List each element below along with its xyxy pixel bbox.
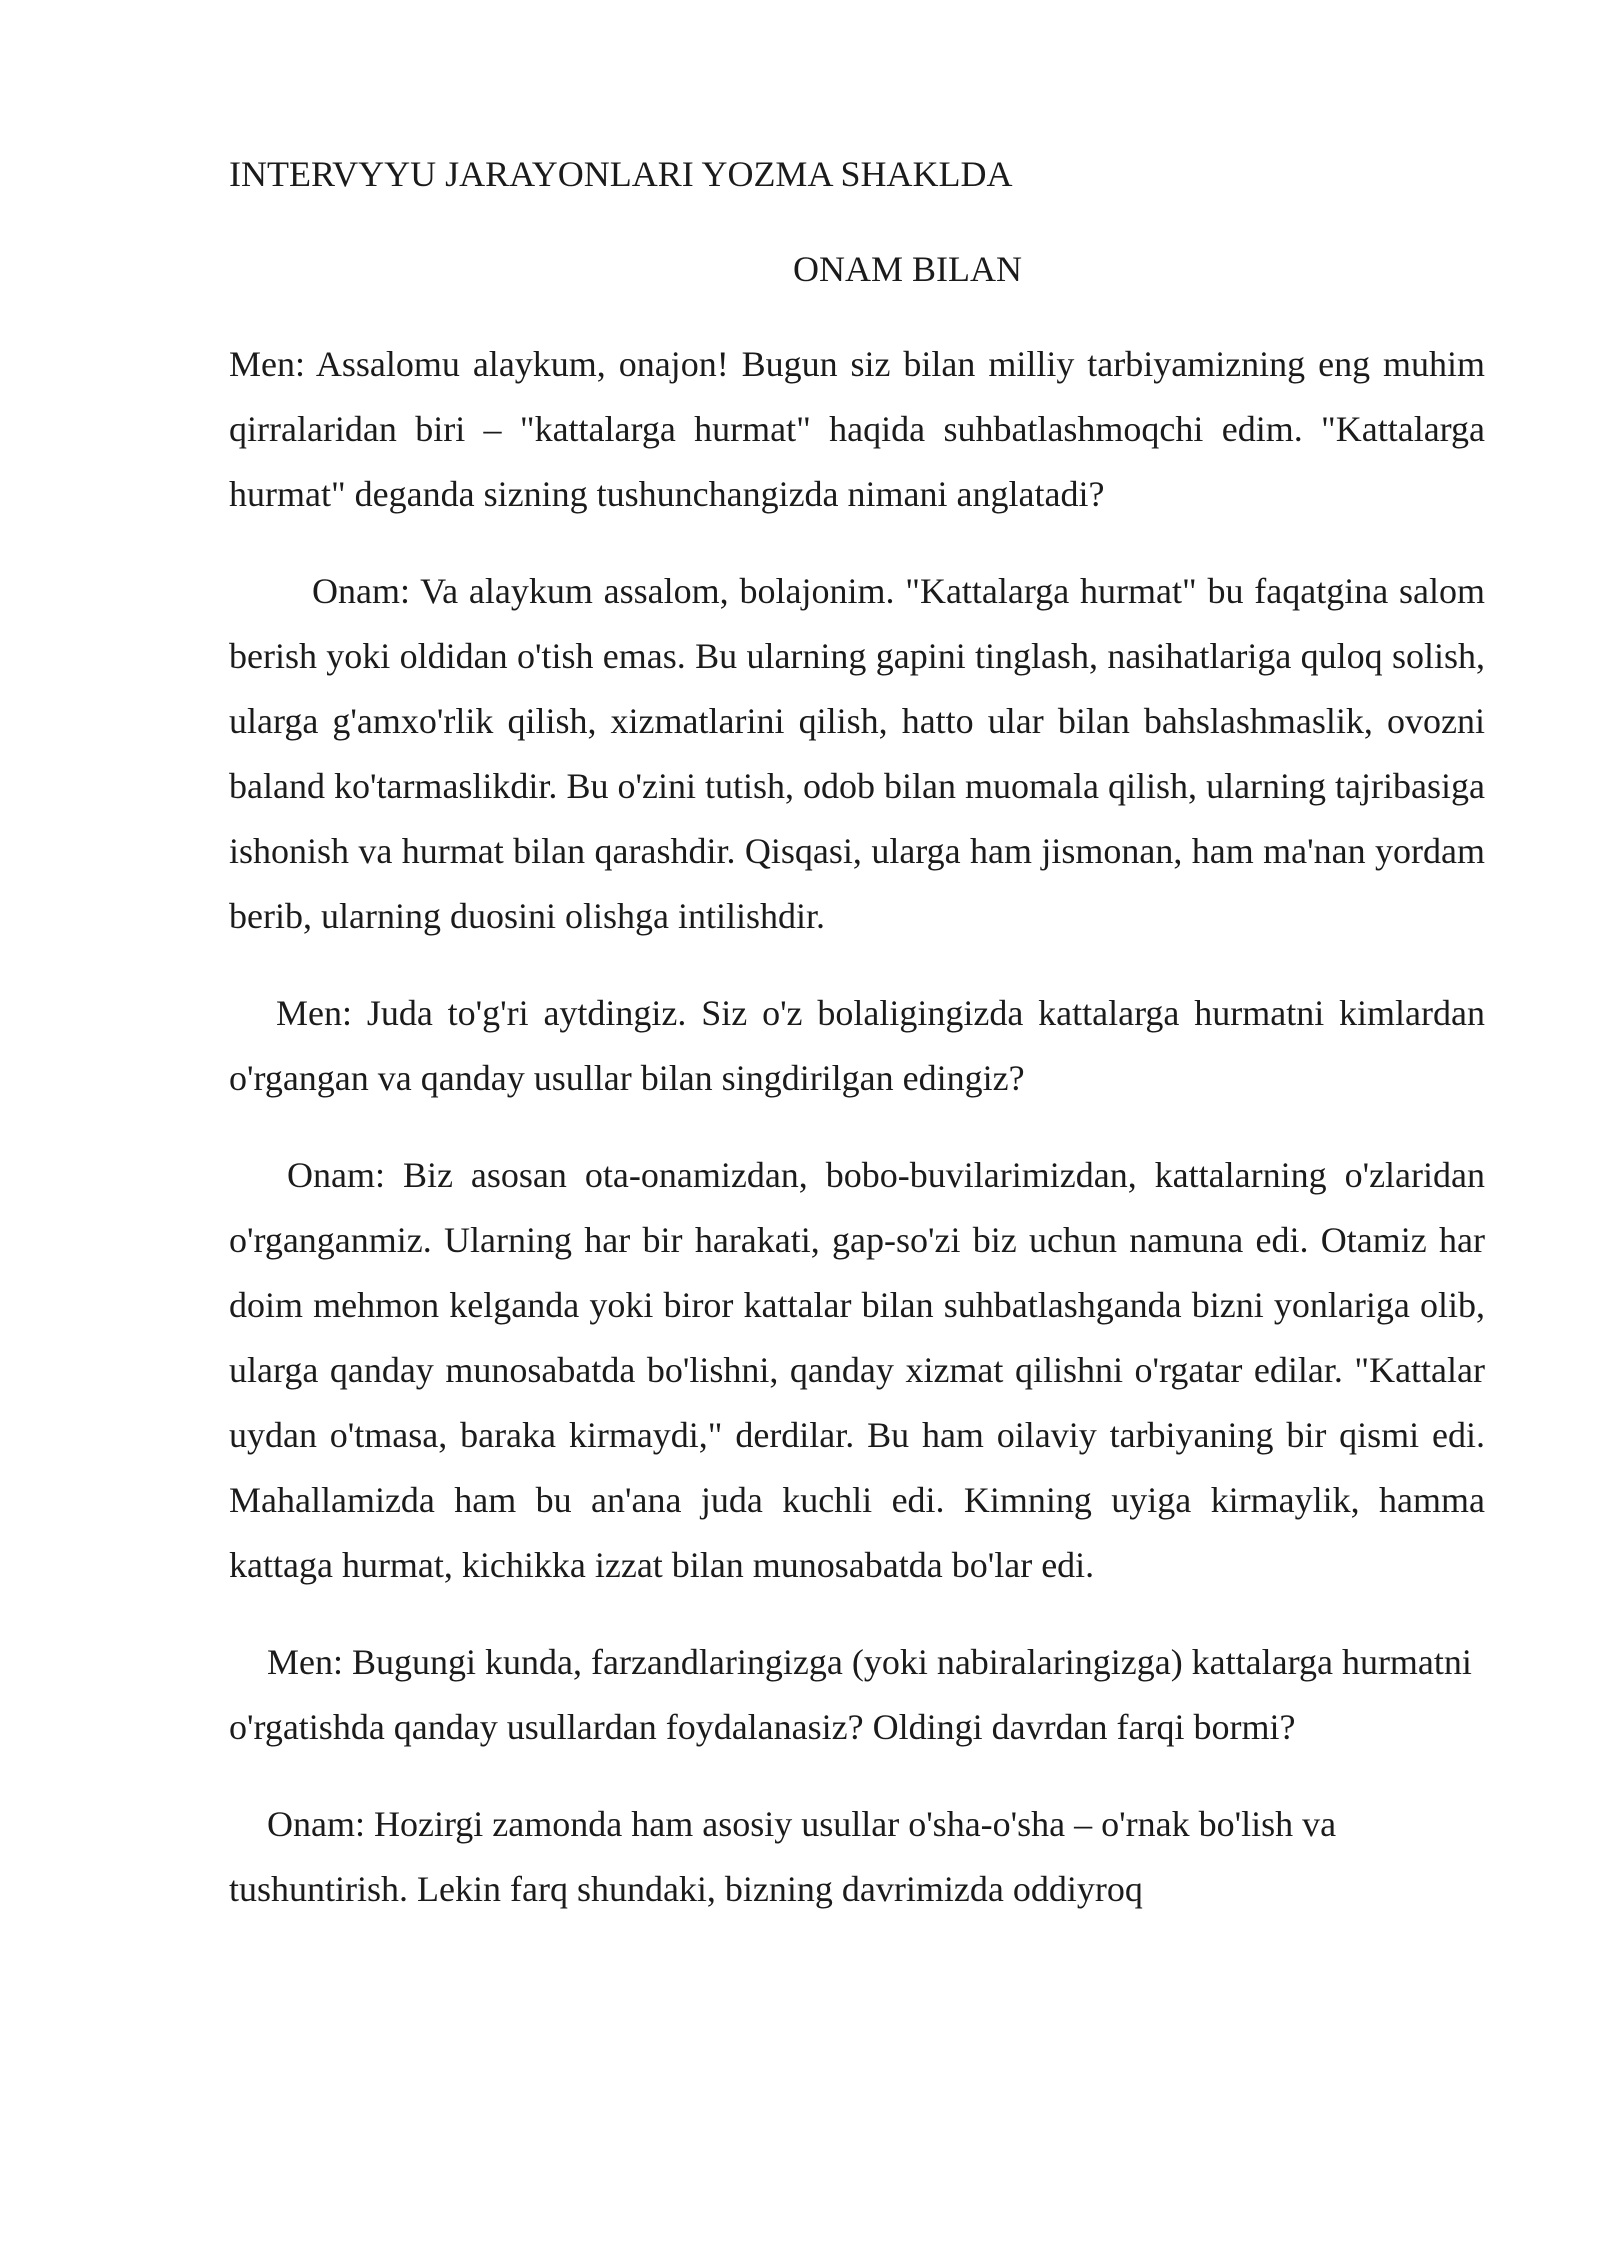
paragraph-question-3: Men: Bugungi kunda, farzandlaringizga (yoki nabiralaringizga) kattalarga hurmatni o'rgatishda qanday usullardan foydalanasiz? Oldingi davrdan farqi bormi?	[229, 1642, 1472, 1747]
paragraph-answer-3: Onam: Hozirgi zamonda ham asosiy usullar o'sha-o'sha – o'rnak bo'lish va tushuntirish. Lekin farq shundaki, bizning davrimizda oddiyroq	[229, 1804, 1337, 1909]
document-body	[229, 142, 1485, 1922]
document-subtitle: ONAM BILAN	[793, 249, 1022, 289]
paragraph-answer-1: Onam: Va alaykum assalom, bolajonim. "Kattalarga hurmat" bu faqatgina salom berish yoki oldidan o'tish emas. Bu ularning gapini tinglash, nasihatlariga quloq solish, ularga g'amxo'rlik qilish, xizmatlarini qilish, hatto ular bilan bahslashmaslik, ovozni baland ko'tarmaslikdir. Bu o'zini tutish, odob bilan muomala qilish, ularning tajribasiga ishonish va hurmat bilan qarashdir. Qisqasi, ularga ham jismonan, ham ma'nan yordam berib, ularning duosini olishga intilishdir.	[229, 571, 1485, 936]
document-title: INTERVYYU JARAYONLARI YOZMA SHAKLDA	[229, 154, 1013, 194]
paragraph-answer-2: Onam: Biz asosan ota-onamizdan, bobo-buvilarimizdan, kattalarning o'zlaridan o'rganganmiz. Ularning har bir harakati, gap-so'zi biz uchun namuna edi. Otamiz har doim mehmon kelganda yoki biror kattalar bilan suhbatlashganda bizni yonlariga olib, ularga qanday munosabatda bo'lishni, qanday xizmat qilishni o'rgatar edilar. "Kattalar uydan o'tmasa, baraka kirmaydi," derdilar. Bu ham oilaviy tarbiyaning bir qismi edi. Mahallamizda ham bu an'ana juda kuchli edi. Kimning uyiga kirmaylik, hamma kattaga hurmat, kichikka izzat bilan munosabatda bo'lar edi.	[229, 1155, 1485, 1585]
paragraph-question-2: Men: Juda to'g'ri aytdingiz. Siz o'z bolaligingizda kattalarga hurmatni kimlardan o'rgangan va qanday usullar bilan singdirilgan edingiz?	[229, 993, 1485, 1098]
paragraph-question-1: Men: Assalomu alaykum, onajon! Bugun siz bilan milliy tarbiyamizning eng muhim qirralaridan biri – "kattalarga hurmat" haqida suhbatlashmoqchi edim. "Kattalarga hurmat" deganda sizning tushunchangizda nimani anglatadi?	[229, 344, 1485, 514]
